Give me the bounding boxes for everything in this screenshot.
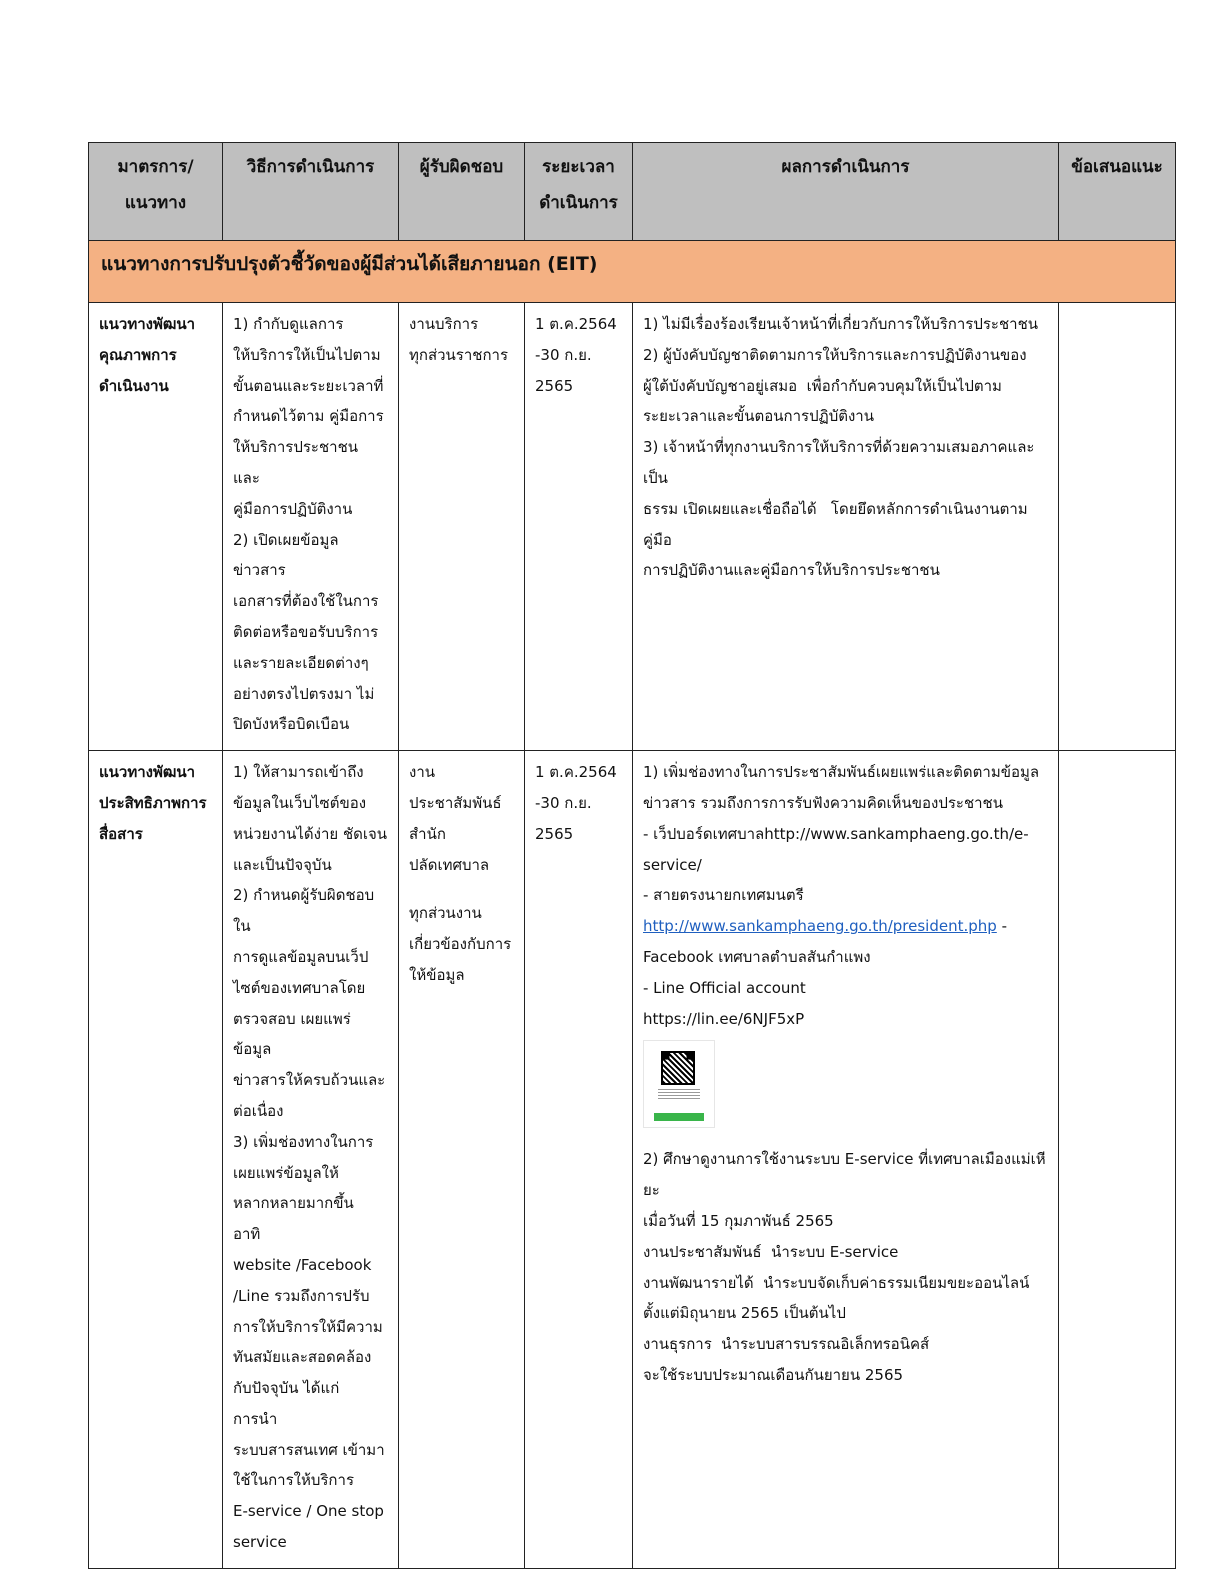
period-cell xyxy=(525,303,633,751)
period-text: 1 ต.ค.2564 -30 ก.ย. 2565 xyxy=(535,315,617,395)
link-suffix: - xyxy=(996,917,1007,936)
period-text: 1 ต.ค.2564 -30 ก.ย. 2565 xyxy=(535,763,617,843)
measure-text: แนวทางพัฒนา ประสิทธิภาพการ สื่อสาร xyxy=(99,763,207,843)
responsible-text: งาน ประชาสัมพันธ์ สำนัก ปลัดเทศบาล xyxy=(409,763,502,874)
header-suggestion: ข้อเสนอแนะ xyxy=(1059,143,1176,241)
header-measure: มาตรการ/ แนวทาง xyxy=(89,143,223,241)
method-text: 1) กำกับดูแลการ ให้บริการให้เป็นไปตาม ขั้นตอนและระยะเวลาที่ กำหนดไว้ตาม คู่มือการ ให้บริการประชาชน และ คู่มือการปฏิบัติงาน 2) เปิดเผยข้อมูลข่าวสาร เอกสารที่ต้องใช้ในการ ติดต่อหรือขอรับบริการ และรายละเอียดต่างๆ อย่างตรงไปตรงมา ไม่ ปิดบังหรือบิดเบือน xyxy=(233,315,384,734)
responsible-cell xyxy=(399,303,525,751)
header-row xyxy=(89,143,1176,241)
result-outro: 2) ศึกษาดูงานการใช้งานระบบ E-service ที่เทศบาลเมืองแม่เหียะ เมื่อวันที่ 15 กุมภาพันธ์ 2565 งานประชาสัมพันธ์ นำระบบ E-service งานพัฒนารายได้ นำระบบจัดเก็บค่าธรรมเนียมขยะออนไลน์ ตั้งแต่มิถุนายน 2565 เป็นต้นไป งานธุรการ นำระบบสารบรรณอิเล็กทรอนิคส์ จะใช้ระบบประมาณเดือนกันยายน 2565 xyxy=(643,1150,1046,1384)
result-cell xyxy=(633,303,1059,751)
responsible-spacer xyxy=(409,880,514,898)
header-period: ระยะเวลา ดำเนินการ xyxy=(525,143,633,241)
suggestion-cell xyxy=(1059,303,1176,751)
result-mid: Facebook เทศบาลตำบลสันกำแพง - Line Official account https://lin.ee/6NJF5xP xyxy=(643,947,871,1028)
header-responsible: ผู้รับผิดชอบ xyxy=(399,143,525,241)
result-text: 1) ไม่มีเรื่องร้องเรียนเจ้าหน้าที่เกี่ยวกับการให้บริการประชาชน 2) ผู้บังคับบัญชาติดตามการให้บริการและการปฏิบัติงานของ ผู้ใต้บังคับบัญชาอยู่เสมอ เพื่อกำกับควบคุมให้เป็นไปตาม ระยะเวลาและขั้นตอนการปฏิบัติงาน 3) เจ้าหน้าที่ทุกงานบริการให้บริการที่ด้วยความเสมอภาคและเป็น ธรรม เปิดเผยและเชื่อถือได้ โดยยึดหลักการดำเนินงานตามคู่มือ การปฏิบัติงานและคู่มือการให้บริการประชาชน xyxy=(643,315,1039,580)
responsible-text: งานบริการ ทุกส่วนราชการ xyxy=(409,315,509,364)
result-intro: 1) เพิ่มช่องทางในการประชาสัมพันธ์เผยแพร่และติดตามข้อมูล ข่าวสาร รวมถึงการการรับฟังความคิดเห็นของประชาชน - เว็ปบอร์ดเทศบาลhttp://www.sankamphaeng.go.th/e- service/ - สายตรงนายกเทศมนตรี xyxy=(643,763,1040,905)
result-link-line xyxy=(643,911,1048,942)
measure-cell xyxy=(89,751,223,1569)
responsible-text-secondary: ทุกส่วนงาน เกี่ยวข้องกับการ ให้ข้อมูล xyxy=(409,904,512,984)
action-plan-table xyxy=(88,142,1176,1569)
table-row xyxy=(89,751,1176,1569)
table-row xyxy=(89,303,1176,751)
measure-cell xyxy=(89,303,223,751)
line-qr-code-icon xyxy=(643,1040,715,1128)
period-cell xyxy=(525,751,633,1569)
section-row xyxy=(89,241,1176,303)
responsible-cell xyxy=(399,751,525,1569)
method-cell xyxy=(223,751,399,1569)
header-method: วิธีการดำเนินการ xyxy=(223,143,399,241)
section-title: แนวทางการปรับปรุงตัวชี้วัดของผู้มีส่วนได้เสียภายนอก (EIT) xyxy=(89,241,1176,303)
result-cell xyxy=(633,751,1059,1569)
method-cell xyxy=(223,303,399,751)
method-text: 1) ให้สามารถเข้าถึง ข้อมูลในเว็บไซต์ของ หน่วยงานได้ง่าย ชัดเจน และเป็นปัจจุบัน 2) กำหนดผู้รับผิดชอบใน การดูแลข้อมูลบนเว็ป ไซต์ของเทศบาลโดย ตรวจสอบ เผยแพร่ข้อมูล ข่าวสารให้ครบถ้วนและ ต่อเนื่อง 3) เพิ่มช่องทางในการ เผยแพร่ข้อมูลให้ หลากหลายมากขึ้น อาทิ website /Facebook /Line รวมถึงการปรับ การให้บริการให้มีความ ทันสมัยและสอดคล้อง กับปัจจุบัน ได้แก่ การนำ ระบบสารสนเทศ เข้ามา ใช้ในการให้บริการ E-service / One stop service xyxy=(233,763,388,1552)
president-link[interactable]: http://www.sankamphaeng.go.th/president.php xyxy=(643,917,997,936)
measure-text: แนวทางพัฒนา คุณภาพการ ดำเนินงาน xyxy=(99,315,196,395)
suggestion-cell xyxy=(1059,751,1176,1569)
header-result: ผลการดำเนินการ xyxy=(633,143,1059,241)
